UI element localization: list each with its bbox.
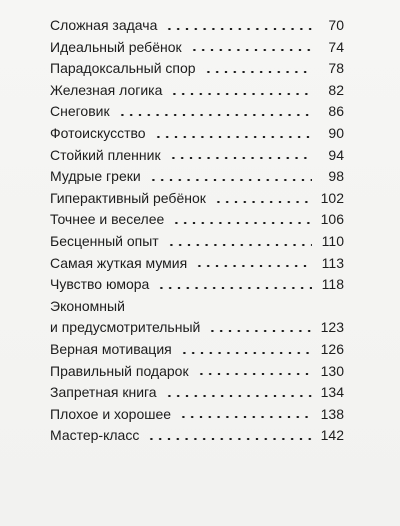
dot-leader bbox=[190, 49, 312, 51]
dot-leader bbox=[154, 136, 312, 138]
toc-entry-title: Точнее и веселее bbox=[50, 211, 165, 228]
toc-entry-page: 134 bbox=[320, 384, 344, 401]
toc-entry bbox=[50, 101, 344, 123]
toc-entry-title: Правильный подарок bbox=[50, 362, 189, 379]
toc-entry bbox=[50, 209, 344, 231]
toc-entry-page: 82 bbox=[328, 81, 344, 98]
toc-entry-title: Гиперактивный ребёнок bbox=[50, 189, 206, 206]
dot-leader bbox=[169, 157, 312, 159]
toc-entry bbox=[50, 188, 344, 210]
toc-entry-title: Идеальный ребёнок bbox=[50, 38, 182, 55]
toc-entry-page: 78 bbox=[328, 60, 344, 77]
toc-entry-page: 130 bbox=[320, 362, 344, 379]
toc-entry bbox=[50, 274, 344, 296]
toc-entry-page: 102 bbox=[320, 189, 344, 206]
dot-leader bbox=[165, 395, 312, 397]
toc-entry-page: 110 bbox=[321, 232, 344, 249]
toc-entry bbox=[50, 404, 344, 426]
toc-entry-title: Верная мотивация bbox=[50, 340, 172, 357]
dot-leader bbox=[208, 330, 312, 332]
toc-entry-title: Чувство юмора bbox=[50, 276, 150, 293]
toc-entry-title-line1: Экономный bbox=[50, 297, 125, 314]
toc-entry bbox=[50, 317, 344, 339]
toc-entry bbox=[50, 339, 344, 361]
toc-entry-title: Мудрые греки bbox=[50, 168, 141, 185]
toc-entry-title: и предусмотрительный bbox=[50, 319, 201, 336]
dot-leader bbox=[170, 93, 312, 95]
toc-entry-title: Мастер-класс bbox=[50, 427, 140, 444]
toc-entry-title: Плохое и хорошее bbox=[50, 405, 172, 422]
toc-entry-title: Железная логика bbox=[50, 81, 163, 98]
toc-entry bbox=[50, 80, 344, 102]
toc-entry bbox=[50, 166, 344, 188]
dot-leader bbox=[165, 28, 312, 30]
toc-entry bbox=[50, 253, 344, 275]
toc-entry bbox=[50, 123, 344, 145]
dot-leader bbox=[214, 201, 312, 203]
dot-leader bbox=[147, 438, 312, 440]
toc-entry bbox=[50, 58, 344, 80]
toc-entry-page: 113 bbox=[321, 254, 344, 271]
dot-leader bbox=[179, 416, 312, 418]
table-of-contents bbox=[50, 15, 344, 447]
toc-entry bbox=[50, 382, 344, 404]
toc-entry-page: 126 bbox=[320, 340, 344, 357]
toc-entry-title: Сложная задача bbox=[50, 17, 158, 33]
toc-entry-page: 98 bbox=[328, 168, 344, 185]
toc-entry-page: 70 bbox=[328, 17, 344, 33]
dot-leader bbox=[180, 352, 312, 354]
dot-leader bbox=[195, 265, 312, 267]
toc-entry-title: Запретная книга bbox=[50, 384, 157, 401]
toc-entry-page: 86 bbox=[328, 103, 344, 120]
toc-entry-title: Бесценный опыт bbox=[50, 232, 159, 249]
toc-entry bbox=[50, 425, 344, 447]
dot-leader bbox=[149, 179, 312, 181]
toc-entry bbox=[50, 361, 344, 383]
toc-entry-page: 74 bbox=[328, 38, 344, 55]
toc-entry-title: Снеговик bbox=[50, 103, 110, 120]
toc-entry-page: 94 bbox=[328, 146, 344, 163]
toc-entry-page: 142 bbox=[320, 427, 344, 444]
toc-entry bbox=[50, 145, 344, 167]
dot-leader bbox=[157, 287, 312, 289]
dot-leader bbox=[172, 222, 312, 224]
toc-entry bbox=[50, 15, 344, 37]
dot-leader bbox=[118, 114, 312, 116]
toc-entry-page: 138 bbox=[320, 405, 344, 422]
toc-entry-multiline bbox=[50, 296, 344, 339]
toc-entry bbox=[50, 37, 344, 59]
toc-entry bbox=[50, 231, 344, 253]
toc-entry-title: Парадоксальный спор bbox=[50, 60, 196, 77]
toc-entry-page: 118 bbox=[321, 276, 344, 293]
dot-leader bbox=[167, 244, 312, 246]
dot-leader bbox=[204, 71, 312, 73]
toc-entry-title: Самая жуткая мумия bbox=[50, 254, 188, 271]
toc-entry-title: Фотоискусство bbox=[50, 124, 146, 141]
toc-entry-title: Стойкий пленник bbox=[50, 146, 161, 163]
dot-leader bbox=[197, 373, 312, 375]
toc-entry-page: 106 bbox=[320, 211, 344, 228]
toc-entry-page: 123 bbox=[320, 319, 344, 336]
toc-entry-page: 90 bbox=[328, 124, 344, 141]
